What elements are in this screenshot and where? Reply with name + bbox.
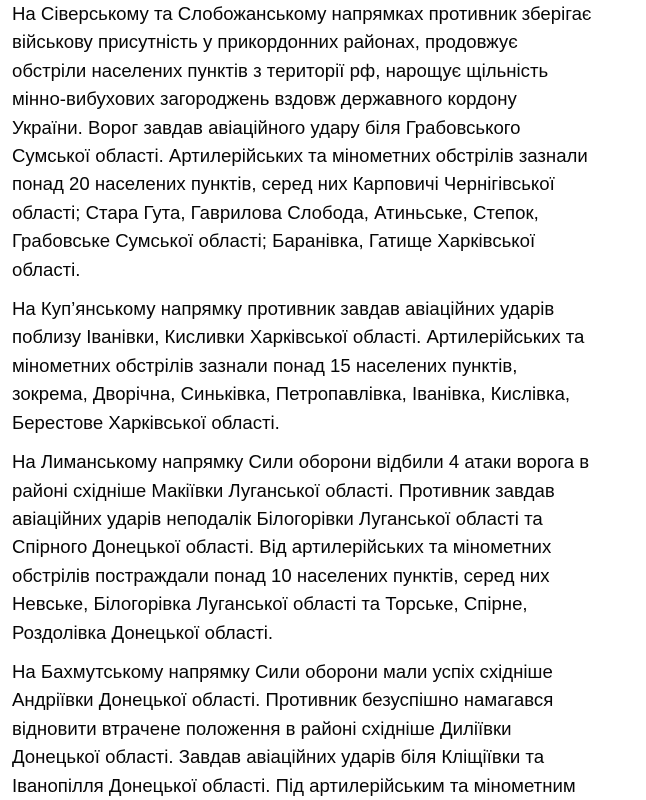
text-line: понад 20 населених пунктів, серед них Карповичі Чернігівської — [12, 173, 555, 195]
text-line: мінно-вибухових загороджень вздовж державного кордону — [12, 88, 517, 110]
text-line: На Бахмутському напрямку Сили оборони мали успіх східніше — [12, 660, 553, 682]
paragraph-kupiansk — [12, 295, 646, 437]
text-line: Роздолівка Донецької області. — [12, 621, 274, 643]
text-line: Іванопілля Донецької області. Під артилерійським та мінометним — [12, 774, 576, 796]
text-line: зокрема, Дворічна, Синьківка, Петропавлівка, Іванівка, Кислівка, — [12, 383, 571, 405]
text-line: На Сіверському та Слобожанському напрямках противник зберігає — [12, 3, 592, 24]
text-line: Невське, Білогорівка Луганської області та Торське, Спірне, — [12, 593, 528, 615]
text-line: На Куп’янському напрямку противник завдав авіаційних ударів — [12, 298, 555, 320]
text-line: області; Стара Гута, Гаврилова Слобода, Атиньське, Степок, — [12, 201, 539, 223]
text-line: авіаційних ударів неподалік Білогорівки Луганської області та — [12, 507, 543, 529]
text-line: районі східніше Макіївки Луганської області. Противник завдав — [12, 479, 555, 501]
text-line: військову присутність у прикордонних районах, продовжує — [12, 31, 518, 53]
paragraph-bakhmut — [12, 658, 646, 800]
text-line: мінометних обстрілів зазнали понад 15 населених пунктів, — [12, 354, 518, 376]
text-line: поблизу Іванівки, Кисливки Харківської області. Артилерійських та — [12, 326, 585, 348]
paragraph-spacer — [12, 437, 646, 448]
text-line: відновити втрачене положення в районі східніше Диліївки — [12, 717, 512, 739]
text-line: обстрілів постраждали понад 10 населених пунктів, серед них — [12, 564, 550, 586]
text-line: Сумської області. Артилерійських та мінометних обстрілів зазнали — [12, 145, 588, 167]
text-line: Андріївки Донецької області. Противник безуспішно намагався — [12, 689, 554, 711]
paragraph-lyman — [12, 448, 646, 647]
text-line: Берестове Харківської області. — [12, 411, 280, 433]
text-line: Грабовське Сумської області; Баранівка, Гатище Харківської — [12, 230, 536, 252]
paragraph-spacer — [12, 284, 646, 295]
text-line: області. — [12, 258, 81, 280]
text-line: Донецької області. Завдав авіаційних ударів біля Кліщіївки та — [12, 746, 545, 768]
paragraph-north — [12, 0, 646, 284]
text-line: Спірного Донецької області. Від артилерійських та мінометних — [12, 536, 552, 558]
paragraph-spacer — [12, 647, 646, 658]
text-line: обстріли населених пунктів з території рф, нарощує щільність — [12, 59, 549, 81]
text-line: України. Ворог завдав авіаційного удару біля Грабовського — [12, 116, 521, 138]
text-line: На Лиманському напрямку Сили оборони відбили 4 атаки ворога в — [12, 451, 590, 473]
